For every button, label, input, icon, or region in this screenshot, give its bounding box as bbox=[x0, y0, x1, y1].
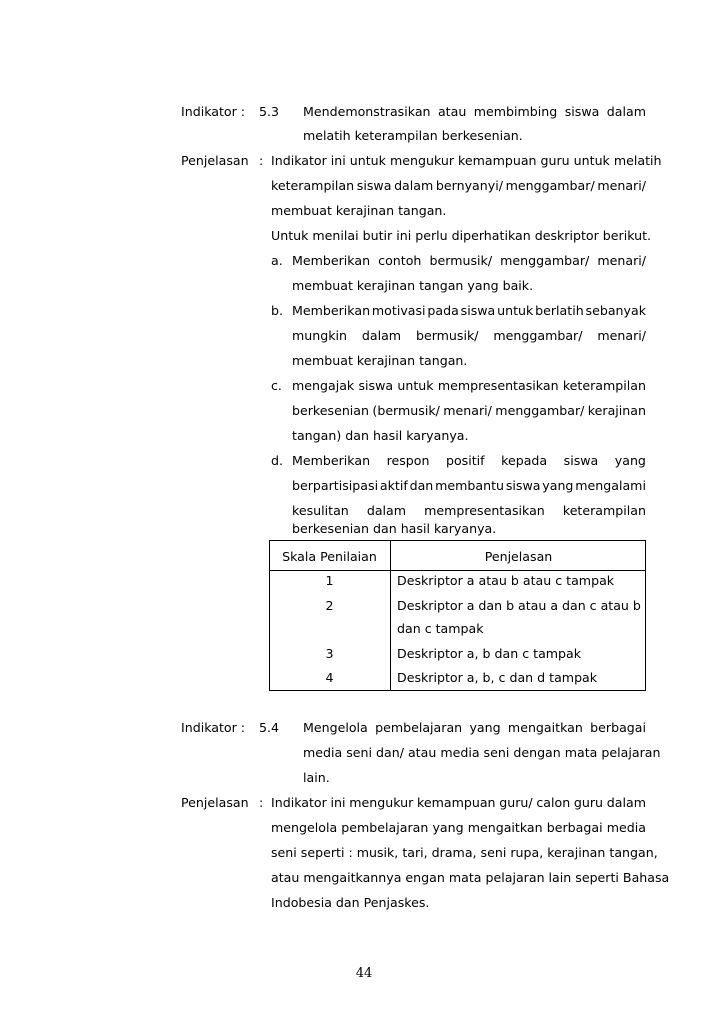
table-header-divider bbox=[269, 570, 646, 571]
descriptor-b-line3: membuat kerajinan tangan. bbox=[292, 353, 468, 368]
descriptor-b-line2: mungkin dalam bermusik/ menggambar/ menari/ bbox=[292, 328, 646, 343]
penjelasan-2-line4: atau mengaitkannya engan mata pelajaran lain seperti Bahasa bbox=[271, 870, 670, 885]
penjelasan-1-line3: membuat kerajinan tangan. bbox=[271, 203, 447, 218]
penjelasan-2-line1: Indikator ini mengukur kemampuan guru/ calon guru dalam bbox=[271, 795, 646, 810]
penjelasan-1-line2: keterampilan siswa dalam bernyanyi/ menggambar/ menari/ bbox=[271, 178, 646, 193]
descriptor-c-line1: mengajak siswa untuk mempresentasikan keterampilan bbox=[292, 378, 646, 393]
descriptor-d-line1: Memberikan respon positif kepada siswa yang bbox=[292, 453, 646, 468]
table-desc-line1: Deskriptor a dan b atau a dan c atau b bbox=[397, 598, 641, 613]
table-score: 1 bbox=[325, 573, 334, 588]
descriptor-a-line1: Memberikan contoh bermusik/ menggambar/ menari/ bbox=[292, 253, 646, 268]
table-score: 2 bbox=[325, 598, 334, 613]
indikator-number-2: 5.4 bbox=[259, 720, 280, 735]
penjelasan-colon-1: : bbox=[259, 153, 264, 168]
penjelasan-2-line3: seni seperti : musik, tari, drama, seni rupa, kerajinan tangan, bbox=[271, 845, 658, 860]
descriptor-c-line2: berkesenian (bermusik/ menari/ menggambar/ kerajinan bbox=[292, 403, 646, 418]
indikator-label-2: Indikator : bbox=[181, 720, 246, 735]
indikator-text-2-line3: lain. bbox=[303, 770, 330, 785]
descriptor-letter-d: d. bbox=[271, 453, 283, 468]
page-number: 44 bbox=[355, 966, 373, 981]
penjelasan-1-line1: Indikator ini untuk mengukur kemampuan guru untuk melatih bbox=[271, 153, 662, 168]
penjelasan-label-1: Penjelasan bbox=[181, 153, 249, 168]
penjelasan-2-line5: Indobesia dan Penjaskes. bbox=[271, 895, 430, 910]
descriptor-a-line2: membuat kerajinan tangan yang baik. bbox=[292, 278, 534, 293]
table-header-skala: Skala Penilaian bbox=[282, 549, 377, 564]
indikator-text-2-line1: Mengelola pembelajaran yang mengaitkan berbagai bbox=[303, 720, 646, 735]
table-score: 3 bbox=[325, 646, 334, 661]
table-header-penjelasan: Penjelasan bbox=[484, 549, 553, 564]
table-score: 4 bbox=[325, 670, 334, 685]
indikator-text-1-line2: melatih keterampilan berkesenian. bbox=[303, 128, 523, 143]
penjelasan-label-2: Penjelasan bbox=[181, 795, 249, 810]
descriptor-letter-c: c. bbox=[271, 378, 282, 393]
descriptor-d-line3: kesulitan dalam mempresentasikan keterampilan bbox=[292, 503, 646, 518]
penjelasan-colon-2: : bbox=[259, 795, 264, 810]
penjelasan-1-line4: Untuk menilai butir ini perlu diperhatikan deskriptor berikut. bbox=[271, 228, 652, 243]
indikator-number-1: 5.3 bbox=[259, 104, 280, 119]
descriptor-c-line3: tangan) dan hasil karyanya. bbox=[292, 428, 469, 443]
table-desc: Deskriptor a atau b atau c tampak bbox=[397, 573, 615, 588]
penjelasan-2-line2: mengelola pembelajaran yang mengaitkan berbagai media bbox=[271, 820, 646, 835]
descriptor-d-line2: berpartisipasi aktif dan membantu siswa yang mengalami bbox=[292, 478, 646, 493]
indikator-text-1-line1: Mendemonstrasikan atau membimbing siswa dalam bbox=[303, 104, 646, 119]
table-desc: Deskriptor a, b, c dan d tampak bbox=[397, 670, 598, 685]
table-desc: Deskriptor a, b dan c tampak bbox=[397, 646, 582, 661]
descriptor-letter-b: b. bbox=[271, 303, 283, 318]
descriptor-letter-a: a. bbox=[271, 253, 283, 268]
table-desc-line2: dan c tampak bbox=[397, 621, 484, 636]
descriptor-d-line4: berkesenian dan hasil karyanya. bbox=[292, 521, 497, 536]
indikator-label-1: Indikator : bbox=[181, 104, 246, 119]
descriptor-b-line1: Memberikan motivasi pada siswa untuk berlatih sebanyak bbox=[292, 303, 646, 318]
indikator-text-2-line2: media seni dan/ atau media seni dengan mata pelajaran bbox=[303, 745, 661, 760]
